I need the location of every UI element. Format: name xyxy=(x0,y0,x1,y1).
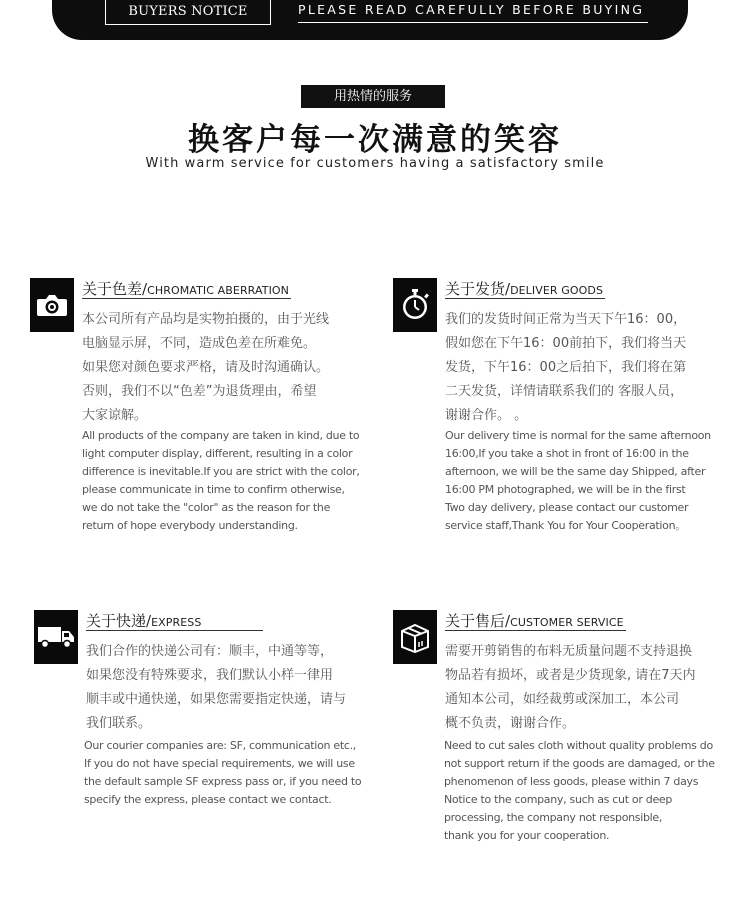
section-title-zh: 关于快递/ xyxy=(86,612,152,630)
body-line: Our courier companies are: SF, communication etc., xyxy=(84,739,356,752)
body-line: specify the express, please contact we contact. xyxy=(84,793,332,806)
body-line: the default sample SF express pass or, if you need to xyxy=(84,775,362,788)
section-title-zh: 关于色差/ xyxy=(82,280,148,298)
section-title-customer-service xyxy=(445,610,626,631)
body-line: 需要开剪销售的布料无质量问题不支持退换 xyxy=(445,644,693,659)
truck-icon xyxy=(34,610,78,664)
section-title-chromatic xyxy=(82,278,291,299)
section-body-zh xyxy=(445,308,686,428)
body-line: 电脑显示屏，不同，造成色差在所难免。 xyxy=(82,336,317,351)
body-line: 否则，我们不以“色差”为退货理由，希望 xyxy=(82,384,317,399)
section-body-zh xyxy=(445,640,696,736)
body-line: 16:00 PM photographed, we will be in the first xyxy=(445,483,686,496)
camera-icon xyxy=(30,278,74,332)
page-headline: 换客户每一次满意的笑容 xyxy=(188,122,562,158)
body-line: please communicate in time to confirm otherwise, xyxy=(82,483,345,496)
service-pill: 用热情的服务 xyxy=(301,85,445,108)
section-body-zh xyxy=(86,640,346,736)
body-line: 大家谅解。 xyxy=(82,408,148,423)
body-line: not support return if the goods are damaged, or the xyxy=(444,757,715,770)
section-title-zh: 关于售后/ xyxy=(445,612,511,630)
body-line: 通知本公司，如经裁剪或深加工，本公司 xyxy=(445,692,680,707)
body-line: If you do not have special requirements, we will use xyxy=(84,757,355,770)
stopwatch-icon xyxy=(393,278,437,332)
body-line: difference is inevitable.If you are strict with the color, xyxy=(82,465,360,478)
section-body-en xyxy=(444,737,715,845)
body-line: afternoon, we will be the same day Shipped, after xyxy=(445,465,706,478)
body-line: 如果您没有特殊要求，我们默认小样一律用 xyxy=(86,668,334,683)
body-line: 物品若有损坏，或者是少货现象, 请在7天内 xyxy=(445,668,696,683)
section-title-express xyxy=(86,610,263,631)
section-body-zh xyxy=(82,308,329,428)
package-icon xyxy=(393,610,437,664)
body-line: 发货，下午16：00之后拍下，我们将在第 xyxy=(445,360,687,375)
body-line: 我们合作的快递公司有：顺丰，中通等等， xyxy=(86,644,334,659)
body-line: processing, the company not responsible, xyxy=(444,811,663,824)
section-title-en: CHROMATIC ABERRATION xyxy=(147,284,290,297)
body-line: All products of the company are taken in kind, due to xyxy=(82,429,360,442)
body-line: 16:00,If you take a shot in front of 16:00 in the xyxy=(445,447,689,460)
body-line: service staff,Thank You for Your Cooperation。 xyxy=(445,519,686,532)
body-line: phenomenon of less goods, please within 7 days xyxy=(444,775,699,788)
body-line: 本公司所有产品均是实物拍摄的，由于光线 xyxy=(82,312,330,327)
section-body-en xyxy=(84,737,361,809)
body-line: 顺丰或中通快递，如果您需要指定快递，请与 xyxy=(86,692,347,707)
body-line: 谢谢合作。 。 xyxy=(445,408,528,423)
section-title-en: CUSTOMER SERVICE xyxy=(510,616,624,629)
section-title-en: EXPRESS xyxy=(151,616,202,629)
body-line: Two day delivery, please contact our customer xyxy=(445,501,689,514)
body-line: Notice to the company, such as cut or deep xyxy=(444,793,673,806)
page-subline: With warm service for customers having a satisfactory smile xyxy=(145,156,605,171)
body-line: 我们联系。 xyxy=(86,716,152,731)
body-line: return of hope everybody understanding. xyxy=(82,519,298,532)
body-line: 假如您在下午16：00前拍下，我们将当天 xyxy=(445,336,687,351)
section-title-zh: 关于发货/ xyxy=(445,280,511,298)
body-line: 我们的发货时间正常为当天下午16：00， xyxy=(445,312,687,327)
section-body-en xyxy=(445,427,711,535)
body-line: 二天发货，详情请联系我们的 客服人员， xyxy=(445,384,684,399)
section-body-en xyxy=(82,427,360,535)
body-line: 如果您对颜色要求严格，请及时沟通确认。 xyxy=(82,360,330,375)
body-line: light computer display, different, resulting in a color xyxy=(82,447,353,460)
body-line: we do not take the "color" as the reason for the xyxy=(82,501,331,514)
buyers-notice-label: BUYERS NOTICE xyxy=(105,0,271,25)
banner-subtitle: PLEASE READ CAREFULLY BEFORE BUYING xyxy=(298,0,648,23)
body-line: Need to cut sales cloth without quality problems do xyxy=(444,739,713,752)
body-line: 概不负责，谢谢合作。 xyxy=(445,716,576,731)
body-line: Our delivery time is normal for the same afternoon xyxy=(445,429,711,442)
section-title-en: DELIVER GOODS xyxy=(510,284,604,297)
body-line: thank you for your cooperation. xyxy=(444,829,610,842)
section-title-deliver xyxy=(445,278,605,299)
